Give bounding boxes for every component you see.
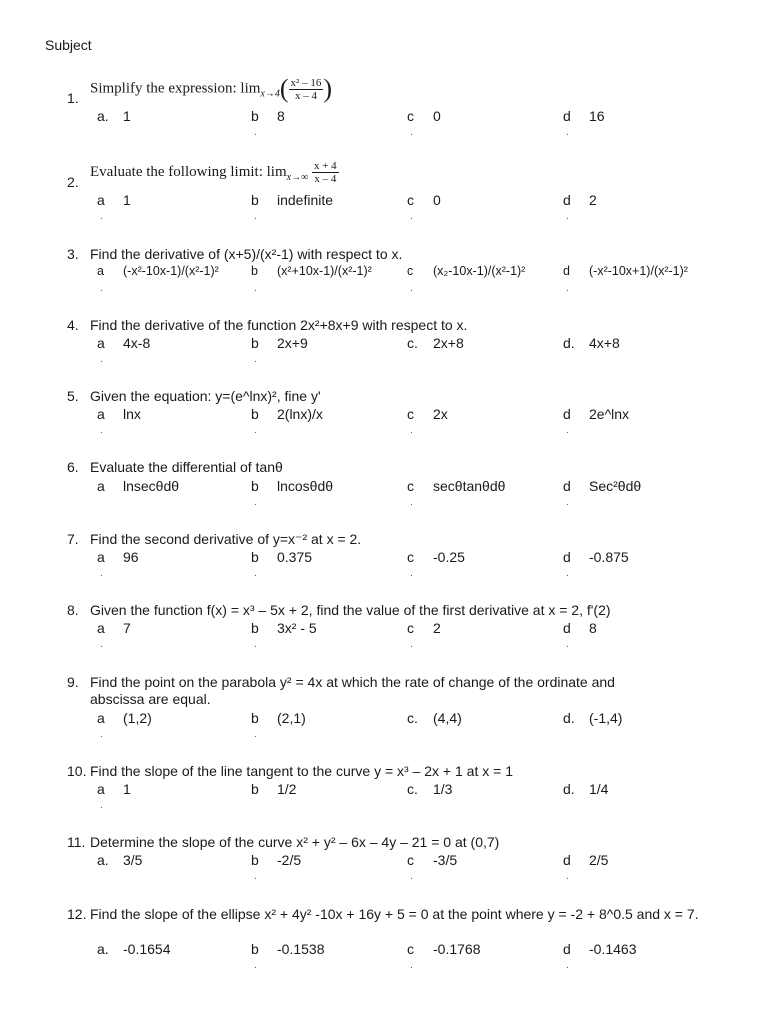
option-letter: a.: [97, 852, 109, 868]
option-letter: a: [97, 620, 105, 636]
question-text: Given the equation: y=(e^lnx)², fine y': [90, 388, 321, 404]
question-number: 1.: [67, 90, 79, 106]
limit-subscript: x→∞: [286, 171, 309, 183]
question-number: 4.: [67, 317, 79, 333]
fraction: [289, 77, 324, 102]
option-text: 2(lnx)/x: [277, 406, 323, 422]
option-letter: d: [563, 108, 571, 124]
question-text: Determine the slope of the curve x² + y² – 6x – 4y – 21 = 0 at (0,7): [90, 834, 500, 850]
option-letter: b: [251, 781, 259, 797]
option-text: (-x²-10x-1)/(x²-1)²: [123, 264, 219, 278]
option-text: 2x+8: [433, 335, 464, 351]
options-row: a 7 . b 3x² - 5 . c 2 . d 8 .: [97, 620, 597, 650]
options-row: a lnsecθdθ b lncosθdθ . c secθtanθdθ . d Sec²θdθ .: [97, 478, 642, 508]
option-text: 1/4: [589, 781, 609, 797]
question-text: Given the function f(x) = x³ – 5x + 2, find the value of the first derivative at x = 2, f'(2): [90, 602, 611, 618]
option-text: -0.1463: [589, 941, 637, 957]
option-letter: c: [407, 852, 414, 868]
option-letter: b: [251, 852, 259, 868]
option-letter: d: [563, 406, 571, 422]
fraction-numerator: x² – 16: [290, 76, 322, 89]
option-letter: b: [251, 108, 259, 124]
option-text: 8: [277, 108, 285, 124]
options-row: a (-x²-10x-1)/(x²-1)² . b (x²+10x-1)/(x²-1)² . c (x₂-10x-1)/(x²-1)² . d (-x²-10x+1)/(x²-1)² .: [97, 264, 688, 294]
option-text: (1,2): [123, 710, 152, 726]
option-text: 7: [123, 620, 131, 636]
option-letter: c: [407, 108, 414, 124]
option-text: 1/3: [433, 781, 453, 797]
fraction-numerator: x + 4: [313, 160, 337, 172]
option-letter: a: [97, 549, 105, 565]
option-text: 4x+8: [589, 335, 620, 351]
option-text: 2x+9: [277, 335, 308, 351]
option-text: lnx: [123, 406, 141, 422]
question-number: 2.: [67, 174, 79, 190]
option-letter: d: [563, 478, 571, 494]
option-text: 2x: [433, 406, 448, 422]
option-letter: d: [563, 620, 571, 636]
question-text: Find the derivative of (x+5)/(x²-1) with respect to x.: [90, 246, 403, 262]
option-text: -0.1768: [433, 941, 481, 957]
option-letter: b: [251, 941, 259, 957]
option-text: 2: [589, 192, 597, 208]
option-text: 1: [123, 192, 131, 208]
option-text: -0.25: [433, 549, 465, 565]
question-text-main: Evaluate the following limit: lim: [90, 163, 287, 180]
option-text: 1: [123, 108, 131, 124]
option-letter: b: [251, 406, 259, 422]
option-letter: a: [97, 192, 105, 208]
options-row: a. 1 b 8 . c 0 . d 16 .: [97, 108, 605, 138]
question-number: 12.: [67, 906, 87, 922]
question-text: Find the point on the parabola y² = 4x at which the rate of change of the ordinate and abscissa are equal.: [90, 674, 615, 707]
option-letter: c: [407, 264, 414, 278]
option-text: (-1,4): [589, 710, 623, 726]
option-letter: c.: [407, 781, 418, 797]
option-letter: b: [251, 192, 259, 208]
question-text-main: Simplify the expression: lim: [90, 80, 261, 97]
options-row: a. -0.1654 b -0.1538 . c -0.1768 . d -0.1463 .: [97, 941, 637, 971]
option-text: 3/5: [123, 852, 143, 868]
option-letter: d: [563, 549, 571, 565]
option-text: 16: [589, 108, 605, 124]
option-text: 8: [589, 620, 597, 636]
option-letter: b: [251, 620, 259, 636]
option-text: 0: [433, 192, 441, 208]
option-text: indefinite: [277, 192, 334, 208]
option-letter: a: [97, 406, 105, 422]
option-letter: d: [563, 192, 571, 208]
option-text: (2,1): [277, 710, 306, 726]
option-letter: a: [97, 781, 105, 797]
option-text: -3/5: [433, 852, 458, 868]
question-number: 9.: [67, 674, 79, 690]
option-letter: c: [407, 549, 414, 565]
option-text: Sec²θdθ: [589, 478, 642, 494]
option-text: -0.1538: [277, 941, 325, 957]
question-number: 7.: [67, 531, 79, 547]
question-text: Find the second derivative of y=x⁻² at x = 2.: [90, 531, 362, 547]
option-letter: d: [563, 852, 571, 868]
option-text: secθtanθdθ: [433, 478, 506, 494]
question-text: [90, 160, 730, 186]
options-row: a (1,2) . b (2,1) . c. (4,4) d. (-1,4): [97, 710, 623, 740]
option-letter: a.: [97, 941, 109, 957]
option-letter: c: [407, 478, 414, 494]
option-letter: a.: [97, 108, 109, 124]
option-letter: d.: [563, 710, 575, 726]
option-text: 3x² - 5: [277, 620, 317, 636]
option-text: (x²+10x-1)/(x²-1)²: [277, 264, 372, 278]
option-letter: c: [407, 941, 414, 957]
option-letter: c: [407, 406, 414, 422]
option-letter: b: [251, 264, 258, 278]
subject-label: Subject: [45, 37, 92, 53]
option-letter: b: [251, 710, 259, 726]
options-row: a 1 . b indefinite . c 0 . d 2 .: [97, 192, 597, 222]
option-text: (x₂-10x-1)/(x²-1)²: [433, 264, 526, 278]
option-text: 1/2: [277, 781, 297, 797]
option-text: 0: [433, 108, 441, 124]
fraction-denominator: x – 4: [294, 89, 317, 102]
question-number: 6.: [67, 459, 79, 475]
option-text: lnsecθdθ: [123, 478, 180, 494]
fraction-denominator: x – 4: [314, 173, 337, 185]
limit-subscript: x→4: [260, 88, 280, 100]
option-text: (-x²-10x+1)/(x²-1)²: [589, 264, 688, 278]
question-number: 8.: [67, 602, 79, 618]
option-text: -0.1654: [123, 941, 171, 957]
question-text: Find the derivative of the function 2x²+8x+9 with respect to x.: [90, 317, 468, 333]
option-letter: b: [251, 478, 259, 494]
option-letter: d: [563, 941, 571, 957]
option-letter: c: [407, 192, 414, 208]
option-text: 0.375: [277, 549, 313, 565]
option-letter: c: [407, 620, 414, 636]
option-text: 4x-8: [123, 335, 151, 351]
option-text: 1: [123, 781, 131, 797]
option-text: -2/5: [277, 852, 302, 868]
options-row: a. 3/5 b -2/5 . c -3/5 . d 2/5 .: [97, 852, 609, 882]
option-letter: a: [97, 710, 105, 726]
option-letter: c.: [407, 710, 418, 726]
question-text: Find the slope of the line tangent to the curve y = x³ – 2x + 1 at x = 1: [90, 763, 513, 779]
option-text: 2/5: [589, 852, 609, 868]
option-letter: a: [97, 264, 104, 278]
question-text: Simplify the expression: $\lim_{x\to 4}$( $\frac{\text{x² – 16}}{x - 4}$ ): [90, 74, 333, 103]
option-letter: d.: [563, 335, 575, 351]
options-row: a 1 . b 1/2 c. 1/3 d. 1/4: [97, 781, 609, 811]
option-text: -0.875: [589, 549, 629, 565]
question-text: Evaluate the differential of tanθ: [90, 459, 283, 475]
options-row: a 96 . b 0.375 . c -0.25 . d -0.875 .: [97, 549, 629, 579]
option-text: (4,4): [433, 710, 462, 726]
question-number: 10.: [67, 763, 87, 779]
options-row: a lnx . b 2(lnx)/x . c 2x . d 2e^lnx .: [97, 406, 630, 436]
fraction: [312, 160, 339, 185]
question-number: 5.: [67, 388, 79, 404]
option-text: 2e^lnx: [589, 406, 630, 422]
option-text: 96: [123, 549, 139, 565]
question-text: Find the slope of the ellipse x² + 4y² -10x + 16y + 5 = 0 at the point where y = -2 + 8^0.5 and x = 7.: [90, 906, 699, 922]
option-text: 2: [433, 620, 441, 636]
option-letter: a: [97, 335, 105, 351]
option-letter: b: [251, 335, 259, 351]
option-letter: c.: [407, 335, 418, 351]
option-text: lncosθdθ: [277, 478, 334, 494]
option-letter: a: [97, 478, 105, 494]
question-number: 3.: [67, 246, 79, 262]
options-row: a 4x-8 . b 2x+9 . c. 2x+8 d. 4x+8: [97, 335, 620, 365]
option-letter: b: [251, 549, 259, 565]
question-number: 11.: [67, 834, 86, 850]
option-letter: d.: [563, 781, 575, 797]
option-letter: d: [563, 264, 570, 278]
